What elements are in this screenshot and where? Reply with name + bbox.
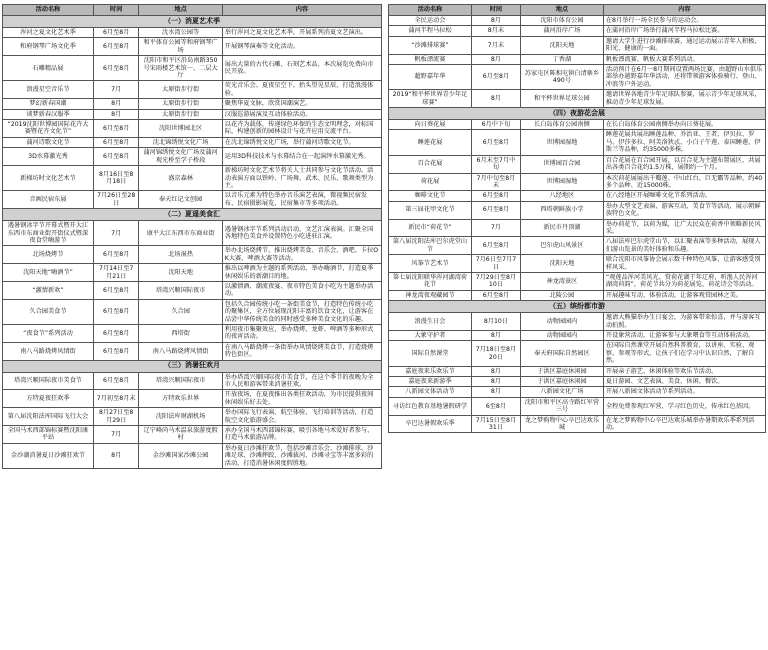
event-location-cell: 沈阳法库财湖机场 [139,408,222,426]
header-activity-name: 活动名称 [389,5,472,16]
table-row [3,426,382,444]
event-location-cell: 新民市丹顶湖 [520,219,603,237]
event-content-cell: 承办全国马术西部锦标赛，吸引各地马术爱好者参与，打造马术旅游品牌。 [222,426,381,444]
event-content-cell: 在蒲河沿岸广场举行蒲河半程马拉松比赛。 [603,26,765,36]
event-time-cell: 6月至8月 [93,246,138,264]
section-title: （三）消暑狂欢月 [3,360,382,372]
event-content-cell: 利用夜市集聚效应，举办烧烤、龙虾、啤酒等多种形式的夜宵活动。 [222,325,381,343]
event-name-cell: 咖啡文化节 [389,191,472,201]
event-name-cell: 蒲河半程马拉松 [389,26,472,36]
event-name-cell: “夜食节”系列活动 [3,325,94,343]
event-content-cell: 百合花展在百合园开展，以百合花为主题布置展区，共展出各类百合花约1.5万株，展期约一个月。 [603,155,765,173]
table-row [389,191,766,201]
event-content-cell: 活动预计在6月一8月期间设置两场比赛，由超野山水俱乐部举办越野嘉年华活动，还将带领游客体验骑行、登山、冲浪等户外运动。 [603,65,765,90]
event-name-cell: 向日葵花展 [389,120,472,130]
left-events-table [2,4,382,469]
right-events-table [388,4,766,433]
event-name-cell: 谈梦新春汉服季 [3,109,94,119]
event-location-cell: 北陵公园 [520,290,603,300]
event-name-cell: 遇暑钢冰字节开幕式暨开大江东西市东商业街开街仪式暨深夜食堂嗨游节 [3,221,94,246]
table-row [389,54,766,64]
event-time-cell: 8月 [93,443,138,468]
event-time-cell: 6至8月 [471,397,520,415]
event-time-cell: 7月 [471,219,520,237]
event-location-cell: 沈阳市和平区高寺路红军营三号 [520,397,603,415]
header-content: 内容 [603,5,765,16]
event-name-cell: 新民市“荷花节” [389,219,472,237]
event-content-cell: 开设象营活动，让游客参与大象喂食等互动体验活动。 [603,331,765,341]
table-row [3,221,382,246]
table-row [3,28,382,38]
event-location-cell: 奉天府国际自然园区 [520,341,603,366]
event-name-cell: “沙滩排球赛” [389,36,472,54]
event-location-cell: 盛京森林 [139,166,222,191]
event-time-cell: 8月 [93,109,138,119]
table-row [389,255,766,273]
event-content-cell: 以花卉为载体，传递绿色环保的生态文明理念，对标国际，构建创新的园林设计与花卉应用交流平台。 [222,120,381,138]
event-time-cell: 6月至8月 [471,201,520,219]
event-name-cell: 北场烧烤节 [3,246,94,264]
event-location-cell: 和平杯世界足球公园 [520,90,603,108]
table-row [389,16,766,26]
event-content-cell: 在八经地区开展咖啡文化节系列活动。 [603,191,765,201]
event-name-cell: “2019沈阳世博园国际花卉大赛暨花卉文化节” [3,120,94,138]
event-time-cell: 8月 [471,377,520,387]
event-name-cell: 浪漫生日会 [389,313,472,331]
event-time-cell: 6月至8月 [93,28,138,38]
table-row [389,219,766,237]
event-time-cell: 6月至8月 [471,65,520,90]
table-row [3,443,382,468]
section-row [389,301,766,313]
event-time-cell: 6月至8月 [471,237,520,255]
event-content-cell: 遇暑钢冰字节系列活动启动，文艺汇演表演。汇聚全国各地特色美食并设置特色小吃进驻汇演。 [222,221,381,246]
event-time-cell: 6月末至7月中旬 [471,155,520,173]
table-row [389,366,766,376]
table-row [3,38,382,56]
event-name-cell: 浑河之夏文化艺术季 [3,28,94,38]
event-content-cell: 在龙之梦购物中心卒巴达欢乐城举办暑期欢乐季系列活动。 [603,415,765,433]
event-name-cell: 荷花展 [389,173,472,191]
event-content-cell: 新梯坊时文化艺术节将关人士共同参与文化节活动。活动表演方面以铁岭、广场舞、武术、民乐、歌舞类型为主。 [222,166,381,191]
event-location-cell: 长白岛体育公园南侧 [520,120,603,130]
event-location-cell: 奉天红记文创园 [139,191,222,209]
event-location-cell: 塔湾兴顺国际夜市 [139,281,222,299]
table-row [389,65,766,90]
event-time-cell: 6月中下旬 [471,120,520,130]
event-name-cell: 第八届沈阳法库巴尔虎堂山节 [389,237,472,255]
table-row [389,290,766,300]
event-location-cell: 世博园百合园 [520,155,603,173]
event-time-cell: 6月至8月 [93,38,138,56]
event-location-cell: 苏家屯区陈相屯镇白清寨乡490号 [520,65,603,90]
event-name-cell: 帆板漂流赛 [389,54,472,64]
table-row [3,264,382,282]
event-name-cell: “激情新欢” [3,281,94,299]
event-content-cell: 举办北场烧烤节，推出烧烤美食、音乐会、酒吧、卡拉OK大赛、啤酒大赛等活动。 [222,246,381,264]
header-activity-name: 活动名称 [3,5,94,16]
event-time-cell: 7月 [93,221,138,246]
event-location-cell: 久合园 [139,299,222,324]
event-time-cell: 7月26日至28日 [93,191,138,209]
table-row [389,237,766,255]
event-name-cell: 和府钢琴广场文化季 [3,38,94,56]
event-time-cell: 6月至8月 [93,148,138,166]
event-content-cell: 帆板漂流赛、帆板大赛系列活动。 [603,54,765,64]
event-location-cell: 沈水湾公园等 [139,28,222,38]
table-row [3,56,382,81]
event-name-cell: 百合花展 [389,155,472,173]
header-content: 内容 [222,5,381,16]
event-location-cell: 太原街步行街 [139,99,222,109]
event-location-cell: 巴尔虎山风景区 [520,237,603,255]
event-content-cell: 八届法库巴尔虎堂山节，以汇聚表演等多种活动，展现人们游山览景的美好体验和乐趣。 [603,237,765,255]
section-row [3,360,382,372]
header-time: 时间 [93,5,138,16]
event-content-cell: 举办塔湾兴顺国际夜市美食节，在这个季节的夜晚为全市人民和游客带来消暑狂欢。 [222,372,381,390]
event-content-cell: 在沈北锦绣悦文化广场，举行蒲河诗歌文化节。 [222,137,381,147]
table-row [3,246,382,264]
event-name-cell: 寻访红色教育基地暑假研学 [389,397,472,415]
event-name-cell: 大象守护者 [389,331,472,341]
event-name-cell: 风筝节艺术节 [389,255,472,273]
table-row [3,191,382,209]
event-content-cell: 睡莲花展共展出睡莲品种、乔治亚、王者、伊贝拉、罗马、伊莎多拉、阿芙洛狄忒、小白子午莲、泰国睡莲、伊斯兰等品种，约35000多株。 [603,130,765,155]
table-row [3,342,382,360]
table-row [3,81,382,99]
event-location-cell: 塔湾兴顺国际夜市 [139,372,222,390]
event-location-cell: 西塔朝鲜族小学 [520,201,603,219]
event-content-cell: 邀请大学生进行沙滩排球赛，通过运动展示青年人积极、阳光、健康的一面。 [603,36,765,54]
event-location-cell: 蒲河沿岸广场 [520,26,603,36]
event-name-cell: 久合园美食节 [3,299,94,324]
event-time-cell: 6月至8月 [471,290,520,300]
event-location-cell: 沈阳天地 [520,36,603,54]
event-name-cell: 石雕精品展 [3,56,94,81]
event-location-cell: 北场湿热 [139,246,222,264]
table-row [3,99,382,109]
event-location-cell: 丁香湖 [520,54,603,64]
event-content-cell: 开展钢琴演奏等文化活动。 [222,38,381,56]
table-row [3,166,382,191]
event-time-cell: 6月至8月 [471,191,520,201]
event-content-cell: 汉服巡游展演及互动体验活动。 [222,109,381,119]
event-time-cell: 7月 [93,426,138,444]
table-row [3,148,382,166]
event-name-cell: 浪漫星空音乐节 [3,81,94,99]
event-content-cell: 推出以啤酒为主题的系列活动，举办嗨酒节，打造夏季休闲娱乐的新潮目的地。 [222,264,381,282]
table-row [389,90,766,108]
left-column [2,4,382,469]
event-content-cell: 联合沈阳市风筝协会展示数千种特色风筝，让游客感受别样风采。 [603,255,765,273]
section-row [3,209,382,221]
event-name-cell: 超野嘉年华 [389,65,472,90]
event-content-cell: 在8月举行一场全民参与的运动会。 [603,16,765,26]
table-row [389,377,766,387]
event-time-cell: 7月18日至8月20日 [471,341,520,366]
table-row [389,387,766,397]
event-content-cell: “观莲品浑河美风光、赏荷花湖干年辽府，听渔人民浑河湖湾荷韵”，荷花节共分为荷花展览、荷花诗会等活动。 [603,272,765,290]
event-time-cell: 6月至8月 [93,281,138,299]
event-name-cell: 方特夏夜狂欢季 [3,390,94,408]
event-name-cell: 塔湾兴顺国际夜市美食节 [3,372,94,390]
table-row [389,173,766,191]
event-content-cell: 邀请大熊猫举办生日宴会，为游客带来惊喜，并与游客互动拍照。 [603,313,765,331]
event-name-cell: 全民运动会 [389,16,472,26]
event-name-cell: 3D水幕激光秀 [3,148,94,166]
table-row [389,331,766,341]
event-time-cell: 8月27日至8月29日 [93,408,138,426]
event-time-cell: 8月 [471,90,520,108]
table-row [389,155,766,173]
event-location-cell: 于洪区嘉庭休闲园 [520,377,603,387]
event-name-cell: 嘉庭夜来乐欢乐节 [389,366,472,376]
event-time-cell: 6月至8月 [93,299,138,324]
event-location-cell: 辽宁峰尚马术温泉旅游度假村 [139,426,222,444]
event-name-cell: 音画民宿东展 [3,191,94,209]
event-location-cell: 神龙湾景区 [520,272,603,290]
table-row [3,372,382,390]
table-row [3,408,382,426]
event-name-cell: 卒巴达暑假欢乐季 [389,415,472,433]
header-row [389,5,766,16]
event-location-cell: 沈阳市体育公园 [520,16,603,26]
event-content-cell: 举办荷花节，以荷为媒，让广大民众在荷香中领略新民风采。 [603,219,765,237]
event-location-cell: 世博园湿地 [520,130,603,155]
event-location-cell: 方特欢乐世界 [139,390,222,408]
table-row [3,299,382,324]
table-row [3,120,382,138]
event-location-cell: 南八马路烧烤风情街 [139,342,222,360]
event-location-cell: 沈阳天地 [139,264,222,282]
event-content-cell: 荧光音乐会、夏夜星空下，抬头望见星辰，打造浪漫体验。 [222,81,381,99]
event-time-cell: 7月15日至8月31日 [471,415,520,433]
header-row [3,5,382,16]
event-time-cell: 8月16日至8月18日 [93,166,138,191]
event-name-cell: 蒲河诗歌文化节 [3,137,94,147]
right-column [388,4,766,433]
event-content-cell: 举办大型文艺表演、游客互动、美食节等活动，展示朝鲜族特色文化。 [603,201,765,219]
table-row [389,397,766,415]
event-location-cell: 八经地区 [520,191,603,201]
event-content-cell: 开展趣味互动、体验活动，让游客观赏园林之美。 [603,290,765,300]
event-content-cell: 运用3D科技技术与水幕结合在一起演绎水幕激光秀。 [222,148,381,166]
event-location-cell: 龙之梦购物中心卒巴达欢乐城 [520,415,603,433]
event-name-cell: 梦幻新春国潮 [3,99,94,109]
table-row [389,341,766,366]
event-location-cell: 沈北锦绣悦文化广场 [139,137,222,147]
event-name-cell: 金沙湖消暑夏日沙滩狂欢节 [3,443,94,468]
event-name-cell: 沈阳天地“嗨酒节” [3,264,94,282]
event-time-cell: 7月 [93,81,138,99]
event-time-cell: 8月 [471,54,520,64]
table-row [389,313,766,331]
event-time-cell: 7月29日至8月10日 [471,272,520,290]
event-name-cell: 国际自然课堂 [389,341,472,366]
event-name-cell: 新梯坊时文化艺术节 [3,166,94,191]
event-name-cell: 第八届沈阳法库国际飞行大会 [3,408,94,426]
event-time-cell: 8月 [93,99,138,109]
event-time-cell: 7月6日至7月7日 [471,255,520,273]
event-location-cell: 西塔街 [139,325,222,343]
event-location-cell: 动物园园内 [520,313,603,331]
header-time: 时间 [471,5,520,16]
event-time-cell: 8月 [471,387,520,397]
event-content-cell: 邀请世界各地青少年足球队参赛，展示青少年足球风采，推动青少年足球发展。 [603,90,765,108]
event-content-cell: 本次荷花展展出千瓣莲、中山红台、巨无霸等品种，约40多个品种、近15000株。 [603,173,765,191]
event-content-cell: 举办国际飞行表演、航空体验、飞行培训等活动，打造航空文化旅游盛会。 [222,408,381,426]
table-row [3,390,382,408]
event-time-cell: 8月末 [471,26,520,36]
event-content-cell: 在国际自然课堂开展自然科普教育，以讲座、实验、观察、参观等形式，让孩子们在学习中认识自然，了解自然。 [603,341,765,366]
event-time-cell: 6月至8月 [93,120,138,138]
event-location-cell: 沈阳世博园北区 [139,120,222,138]
table-row [389,36,766,54]
event-name-cell: 第三届花甲文化节 [389,201,472,219]
event-location-cell: 蒲河锦绣悦文化广场及蒲河观光桥至学子桥段 [139,148,222,166]
table-row [389,130,766,155]
event-name-cell: 八新园文体活动节 [389,387,472,397]
event-location-cell: 太原街步行街 [139,81,222,99]
event-time-cell: 6月至8月 [471,130,520,155]
event-time-cell: 8月 [471,16,520,26]
event-content-cell: 在南八马路烧烤一条街举办风情烧烤美食节，打造烧烤特色街区。 [222,342,381,360]
event-time-cell: 8月 [471,366,520,376]
header-location: 地点 [139,5,222,16]
header-location: 地点 [520,5,603,16]
event-time-cell: 8月 [471,331,520,341]
section-title: （四）夜游花会展 [389,108,766,120]
event-content-cell: 以激情酒、潮流夜宴、夜市特色美食小吃为主题举办活动。 [222,281,381,299]
section-title: （二）夏遥美食汇 [3,209,382,221]
event-content-cell: 夏日游园、文艺表演、美食、休闲、餐饮。 [603,377,765,387]
event-name-cell: 嘉庭夜来新游季 [389,377,472,387]
event-content-cell: 举行浑河之夏文化艺术季，开展系列消夏文艺演出。 [222,28,381,38]
event-location-cell: 和平体育公园等和府钢琴广场 [139,38,222,56]
table-row [3,137,382,147]
event-location-cell: 康平大江东西市东商业街 [139,221,222,246]
event-content-cell: 举办夏日沙滩狂欢节，包括沙滩音乐会、沙滩排球、沙滩足球、沙滩摔跤、沙滩拔河、沙滩寻宝等丰富多彩的活动，打造消暑休闲度假胜地。 [222,443,381,468]
table-row [389,120,766,130]
event-location-cell: 太原街步行街 [139,109,222,119]
event-location-cell: 动物园园内 [520,331,603,341]
section-row [389,108,766,120]
event-time-cell: 8月10日 [471,313,520,331]
table-row [389,272,766,290]
event-content-cell: 聚焦华夏文脉，欣赏国潮演艺。 [222,99,381,109]
event-time-cell: 6月至8月 [93,342,138,360]
event-location-cell: 沈阳市和平区沿岛南路350号宋雨楼艺术馆一、二层大厅 [139,56,222,81]
event-location-cell: 世博园湿地 [520,173,603,191]
section-row [3,16,382,28]
event-time-cell: 7月末 [471,36,520,54]
event-name-cell: 南八马路烧烤风情街 [3,342,94,360]
table-row [3,109,382,119]
section-title: （一）消夏艺术季 [3,16,382,28]
event-time-cell: 6月至8月 [93,325,138,343]
event-name-cell: 全国马术西部锦标赛暨沈阳康平站 [3,426,94,444]
event-location-cell: 于洪区嘉庭休闲园 [520,366,603,376]
event-time-cell: 6月至8月 [93,137,138,147]
event-content-cell: 开展亲子游艺、休闲体验等欢乐节活动。 [603,366,765,376]
event-content-cell: 全程免费参观红军营，学习红色历史，传承红色基因。 [603,397,765,415]
section-title: （五）缤纷都市游 [389,301,766,313]
table-row [389,26,766,36]
table-row [389,201,766,219]
event-time-cell: 6月至8月 [93,372,138,390]
event-name-cell: 神龙湾夜观藏园节 [389,290,472,300]
event-time-cell: 7月初至8月末 [93,390,138,408]
event-content-cell: 在长白岛体育公园南侧举办向日葵花展。 [603,120,765,130]
event-content-cell: 开展八新园文体活动节系列活动。 [603,387,765,397]
table-row [3,325,382,343]
table-row [389,415,766,433]
event-content-cell: 包括久合园传统小吃一条街美食节，打造特色传统小吃的聚集区，全方位展现沈阳丰富的饮食文化，让游客在品尝中华传统美食的同时感受多种美食文化的乐趣。 [222,299,381,324]
event-time-cell: 7月14日至7月21日 [93,264,138,282]
event-location-cell: 金沙滩国家沙滩公园 [139,443,222,468]
event-content-cell: 以音乐元素为特色举办音乐演艺表演，微视频民宿发布、民宿摄影展览、民宿集市等多项活动。 [222,191,381,209]
event-content-cell: 开放夜场，在夏夜推出各类狂欢活动，为市民提供夜间休闲娱乐好去处。 [222,390,381,408]
event-name-cell: 第七届沈阳联华浑河湖湾荷花节 [389,272,472,290]
event-location-cell: 八新园文化广场 [520,387,603,397]
event-location-cell: 沈阳天地 [520,255,603,273]
table-row [3,281,382,299]
event-time-cell: 6月至8月 [93,56,138,81]
event-time-cell: 7月中旬至8月末 [471,173,520,191]
event-name-cell: 睡莲花展 [389,130,472,155]
event-name-cell: 2019“和平杯世界青少年足球赛” [389,90,472,108]
event-content-cell: 展出大量的古代石雕、石刻艺术品，本次展览免费向市民开放。 [222,56,381,81]
